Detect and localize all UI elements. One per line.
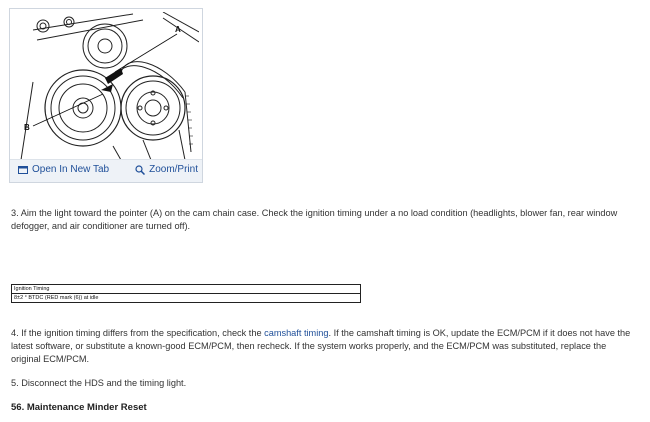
zoom-print-link[interactable] — [135, 164, 198, 175]
camshaft-timing-link[interactable]: camshaft timing — [264, 328, 329, 338]
next-section-heading: 56. Maintenance Minder Reset — [11, 402, 147, 413]
magnifier-icon — [135, 165, 145, 175]
open-in-new-tab-link[interactable] — [18, 164, 109, 175]
step-5-text: 5. Disconnect the HDS and the timing light. — [11, 378, 187, 388]
new-tab-icon — [18, 165, 28, 175]
step-3-text: 3. Aim the light toward the pointer (A) on the cam chain case. Check the ignition timing under a no load condition (headlights, blower fan, rear window defogger, and air conditioner are turned off). — [11, 208, 618, 231]
figure-card — [9, 8, 203, 183]
step-4-intro: 4. If the ignition timing differs from the specification, check the — [11, 328, 265, 338]
step-4-rest: . If the camshaft timing is OK, update the ECM/PCM if it does not have the latest software, or substitute a known-good ECM/PCM, then recheck. If the system works properly, and the ECM/PCM was substituted, replace the original ECM/PCM. — [11, 328, 631, 364]
spec-table-header: Ignition Timing — [12, 285, 361, 294]
step-4-text — [11, 327, 636, 366]
spec-table-value: 8±2 ° BTDC (RED mark (6)) at idle — [14, 295, 99, 301]
ignition-timing-spec-table — [11, 284, 361, 303]
callout-a-label: A — [175, 25, 181, 34]
callout-b-label: B — [24, 123, 30, 132]
figure-toolbar — [10, 159, 202, 182]
timing-pointer-diagram[interactable] — [13, 12, 199, 160]
zoom-print-label: Zoom/Print — [149, 164, 198, 175]
open-in-new-tab-label: Open In New Tab — [32, 164, 110, 175]
